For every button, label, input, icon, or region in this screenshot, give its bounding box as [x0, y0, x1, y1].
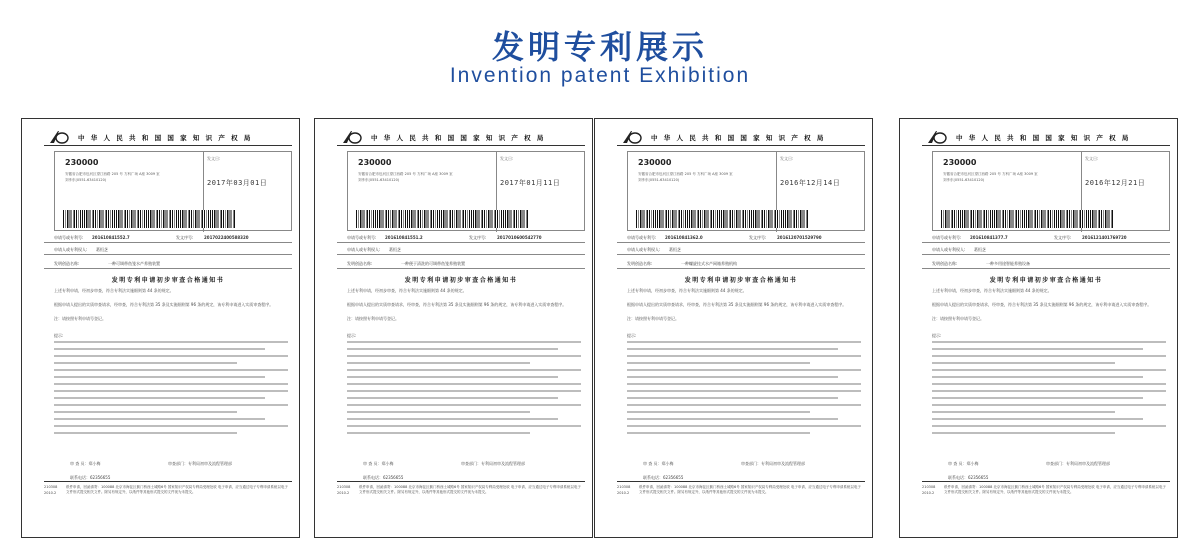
- applicant-row: [44, 243, 292, 255]
- notice-paragraph-2: 根据申请人提出的实质审查请求，经审查，符合专利法第 35 条及实施细则第 96 条的规定，该专利申请进入实质审查程序。: [347, 302, 567, 307]
- form-date: 2010.2: [337, 491, 350, 495]
- examining-department: 审查部门：专利局初审及流程管理部: [461, 461, 525, 466]
- cnipa-logo-icon: [48, 129, 70, 145]
- application-no: 201610841551.2: [385, 235, 423, 240]
- doc-serial: 2016120701529790: [777, 235, 822, 240]
- patent-notice-document: [922, 119, 1170, 538]
- patent-document-card[interactable]: [899, 118, 1178, 538]
- footer-instructions: 纸件申请，回函请寄：100088 北京市海淀区蓟门桥西土城路6号 国家知识产权局专利局受理处收 电子申请，应当通过电子专利申请系统以电子文件形式提交相关文件。除另有规定外，以纸件等其他形式提交的文件视为未提交。: [639, 485, 861, 494]
- application-row: [922, 231, 1170, 243]
- contact-phone: 联系电话：62356655: [948, 475, 989, 480]
- barcode-icon: [63, 210, 235, 228]
- recipient-contact: 刘孝东(0551-63410120): [943, 178, 985, 182]
- notice-title: 发明专利申请初步审查合格通知书: [989, 277, 1103, 284]
- notice-paragraph-1: 上述专利申请，经初步审查，符合专利法实施细则第 44 条的规定。: [347, 288, 467, 293]
- notes-body: [627, 341, 861, 439]
- invention-name: 一种可调带鱼笼水产养殖装置: [108, 261, 160, 266]
- notice-paragraph-2: 根据申请人提出的实质审查请求，经审查，符合专利法第 35 条及实施细则第 96 条的规定，该专利申请进入实质审查程序。: [932, 302, 1152, 307]
- page-subtitle: Invention patent Exhibition: [449, 64, 751, 87]
- notice-paragraph-2: 根据申请人提出的实质审查请求，经审查，符合专利法第 35 条及实施细则第 96 条的规定，该专利申请进入实质审查程序。: [627, 302, 847, 307]
- invention-name: 一种螺旋挂式水产网箱养殖机构: [681, 261, 737, 266]
- notes-label: 提示:: [54, 333, 64, 338]
- invention-name-label: 发明创造名称:: [347, 261, 373, 266]
- applicant-name: 葛恒芝: [96, 247, 108, 252]
- footer-rule: [44, 481, 292, 482]
- footer-rule: [617, 481, 865, 482]
- footer-instructions: 纸件申请，回函请寄：100088 北京市海淀区蓟门桥西土城路6号 国家知识产权局专利局受理处收 电子申请，应当通过电子专利申请系统以电子文件形式提交相关文件。除另有规定外，以纸件等其他形式提交的文件视为未提交。: [66, 485, 288, 494]
- form-code: 210308: [44, 485, 58, 489]
- cnipa-logo-icon: [926, 129, 948, 145]
- postcode: 230000: [638, 158, 672, 167]
- barcode-icon: [356, 210, 528, 228]
- notes-label: 提示:: [627, 333, 637, 338]
- send-date-stamp: 2016年12月14日: [780, 179, 841, 187]
- applicant-name: 葛恒芝: [389, 247, 401, 252]
- application-no-label: 申请号或专利号:: [347, 235, 377, 240]
- recipient-address: 安徽省合肥市包河区望江西路 205 号 方科广场 A座 3009 室: [65, 172, 160, 176]
- barcode-icon: [636, 210, 808, 228]
- notes-body: [54, 341, 288, 439]
- office-name: 中 华 人 民 共 和 国 国 家 知 识 产 权 局: [78, 134, 253, 142]
- header-rule: [44, 145, 292, 146]
- examiner: 审 查 员：郑小梅: [948, 461, 979, 466]
- header-rule: [337, 145, 585, 146]
- footer-rule: [337, 481, 585, 482]
- notice-title: 发明专利申请初步审查合格通知书: [684, 277, 798, 284]
- invention-name-label: 发明创造名称:: [627, 261, 653, 266]
- send-date-label: 发文日:: [1085, 156, 1099, 161]
- send-date-stamp: 2017年01月11日: [500, 179, 561, 187]
- examiner: 审 查 员：郑小梅: [363, 461, 394, 466]
- applicant-label: 申请人或专利权人:: [932, 247, 966, 252]
- notice-title: 发明专利申请初步审查合格通知书: [404, 277, 518, 284]
- examiner: 审 查 员：郑小梅: [643, 461, 674, 466]
- form-date: 2010.2: [617, 491, 630, 495]
- patent-notice-document: [44, 119, 292, 538]
- patent-document-card[interactable]: [594, 118, 873, 538]
- application-no-label: 申请号或专利号:: [627, 235, 657, 240]
- applicant-label: 申请人或专利权人:: [347, 247, 381, 252]
- examining-department: 审查部门：专利局初审及流程管理部: [168, 461, 232, 466]
- invention-row: [922, 257, 1170, 269]
- notes-body: [932, 341, 1166, 439]
- applicant-row: [617, 243, 865, 255]
- notes-label: 提示:: [932, 333, 942, 338]
- form-date: 2010.2: [922, 491, 935, 495]
- cnipa-logo-icon: [621, 129, 643, 145]
- applicant-label: 申请人或专利权人:: [627, 247, 661, 252]
- invention-name-label: 发明创造名称:: [932, 261, 958, 266]
- invention-row: [617, 257, 865, 269]
- patent-document-card[interactable]: [21, 118, 300, 538]
- applicant-name: 葛恒芝: [974, 247, 986, 252]
- doc-serial: 2017022400588320: [204, 235, 249, 240]
- application-no: 201610841552.7: [92, 235, 130, 240]
- send-date-stamp: 2017年03月01日: [207, 179, 268, 187]
- cnipa-logo-icon: [341, 129, 363, 145]
- notice-paragraph-2: 根据申请人提出的实质审查请求，经审查，符合专利法第 35 条及实施细则第 96 条的规定，该专利申请进入实质审查程序。: [54, 302, 274, 307]
- doc-serial-label: 发文序号:: [469, 235, 487, 240]
- notice-paragraph-1: 上述专利申请，经初步审查，符合专利法实施细则第 44 条的规定。: [932, 288, 1052, 293]
- application-row: [44, 231, 292, 243]
- form-code: 210308: [617, 485, 631, 489]
- notice-paragraph-1: 上述专利申请，经初步审查，符合专利法实施细则第 44 条的规定。: [54, 288, 174, 293]
- invention-name-label: 发明创造名称:: [54, 261, 80, 266]
- contact-phone: 联系电话：62356655: [70, 475, 111, 480]
- notes-body: [347, 341, 581, 439]
- patent-notice-document: [337, 119, 585, 538]
- send-date-label: 发文日:: [780, 156, 794, 161]
- doc-serial-label: 发文序号:: [749, 235, 767, 240]
- address-block: [347, 151, 585, 231]
- notice-paragraph-3: 注：请按照专利申请号登记。: [347, 316, 399, 321]
- notice-paragraph-1: 上述专利申请，经初步审查，符合专利法实施细则第 44 条的规定。: [627, 288, 747, 293]
- footer-instructions: 纸件申请，回函请寄：100088 北京市海淀区蓟门桥西土城路6号 国家知识产权局专利局受理处收 电子申请，应当通过电子专利申请系统以电子文件形式提交相关文件。除另有规定外，以纸件等其他形式提交的文件视为未提交。: [359, 485, 581, 494]
- invention-row: [44, 257, 292, 269]
- address-block: [54, 151, 292, 231]
- recipient-contact: 刘孝东(0551-63410120): [358, 178, 400, 182]
- page-header: [0, 0, 1200, 110]
- recipient-address: 安徽省合肥市包河区望江西路 205 号 方科广场 A座 3009 室: [638, 172, 733, 176]
- application-no-label: 申请号或专利号:: [54, 235, 84, 240]
- notice-paragraph-3: 注：请按照专利申请号登记。: [627, 316, 679, 321]
- doc-serial-label: 发文序号:: [176, 235, 194, 240]
- office-name: 中 华 人 民 共 和 国 国 家 知 识 产 权 局: [371, 134, 546, 142]
- doc-serial: 2017010600542770: [497, 235, 542, 240]
- send-date-stamp: 2016年12月21日: [1085, 179, 1146, 187]
- page-title: 发明专利展示: [491, 28, 708, 66]
- postcode: 230000: [943, 158, 977, 167]
- notice-paragraph-3: 注：请按照专利申请号登记。: [54, 316, 106, 321]
- invention-name: 一种便于清洗的可调带鱼笼养殖装置: [401, 261, 465, 266]
- applicant-label: 申请人或专利权人:: [54, 247, 88, 252]
- footer-rule: [922, 481, 1170, 482]
- patent-notice-document: [617, 119, 865, 538]
- applicant-row: [337, 243, 585, 255]
- postcode: 230000: [65, 158, 99, 167]
- notice-paragraph-3: 注：请按照专利申请号登记。: [932, 316, 984, 321]
- applicant-row: [922, 243, 1170, 255]
- application-no-label: 申请号或专利号:: [932, 235, 962, 240]
- recipient-contact: 刘孝东(0551-63410120): [65, 178, 107, 182]
- invention-name: 一种多用途智能养殖设备: [986, 261, 1030, 266]
- recipient-address: 安徽省合肥市包河区望江西路 205 号 方科广场 A座 3009 室: [358, 172, 453, 176]
- header-rule: [922, 145, 1170, 146]
- office-name: 中 华 人 民 共 和 国 国 家 知 识 产 权 局: [651, 134, 826, 142]
- invention-row: [337, 257, 585, 269]
- footer-instructions: 纸件申请，回函请寄：100088 北京市海淀区蓟门桥西土城路6号 国家知识产权局专利局受理处收 电子申请，应当通过电子专利申请系统以电子文件形式提交相关文件。除另有规定外，以纸件等其他形式提交的文件视为未提交。: [944, 485, 1166, 494]
- form-code: 210308: [337, 485, 351, 489]
- notes-label: 提示:: [347, 333, 357, 338]
- send-date-label: 发文日:: [207, 156, 221, 161]
- examiner: 审 查 员：郑小梅: [70, 461, 101, 466]
- recipient-address: 安徽省合肥市包河区望江西路 205 号 方科广场 A座 3009 室: [943, 172, 1038, 176]
- applicant-name: 葛恒芝: [669, 247, 681, 252]
- recipient-contact: 刘孝东(0551-63410120): [638, 178, 680, 182]
- office-name: 中 华 人 民 共 和 国 国 家 知 识 产 权 局: [956, 134, 1131, 142]
- application-row: [337, 231, 585, 243]
- doc-serial: 2016121401769720: [1082, 235, 1127, 240]
- application-no: 201610841362.0: [665, 235, 703, 240]
- header-rule: [617, 145, 865, 146]
- patent-document-card[interactable]: [314, 118, 593, 538]
- form-code: 210308: [922, 485, 936, 489]
- address-block: [627, 151, 865, 231]
- contact-phone: 联系电话：62356655: [643, 475, 684, 480]
- examining-department: 审查部门：专利局初审及流程管理部: [1046, 461, 1110, 466]
- form-date: 2010.2: [44, 491, 57, 495]
- doc-serial-label: 发文序号:: [1054, 235, 1072, 240]
- address-block: [932, 151, 1170, 231]
- send-date-label: 发文日:: [500, 156, 514, 161]
- examining-department: 审查部门：专利局初审及流程管理部: [741, 461, 805, 466]
- application-row: [617, 231, 865, 243]
- application-no: 201610841377.7: [970, 235, 1008, 240]
- contact-phone: 联系电话：62356655: [363, 475, 404, 480]
- barcode-icon: [941, 210, 1113, 228]
- notice-title: 发明专利申请初步审查合格通知书: [111, 277, 225, 284]
- postcode: 230000: [358, 158, 392, 167]
